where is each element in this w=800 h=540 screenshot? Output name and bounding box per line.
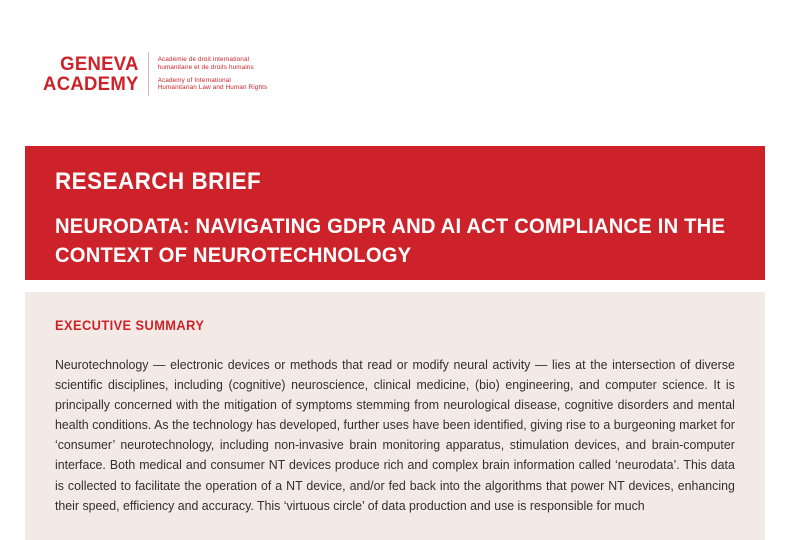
document-title: NEURODATA: NAVIGATING GDPR AND AI ACT COMPLIANCE IN THE CONTEXT OF NEUROTECHNOLOGY	[55, 214, 726, 267]
executive-summary-body: Neurotechnology — electronic devices or methods that read or modify neural activity — lies at the intersection of diverse scientific disciplines, including (cognitive) neuroscience, clinical medicine, (bio) engineering, and computer science. It is principally concerned with the mitigation of symptoms stemming from neurological disease, cognitive disorders and mental health conditions. As the technology has developed, further uses have been identified, giving rise to a burgeoning market for ‘consumer’ neurotechnology, including non-invasive brain monitoring apparatus, stimulation devices, and brain-computer interface. Both medical and consumer NT devices produce rich and complex brain information called ‘neurodata’. This data is collected to facilitate the operation of a NT device, and/or fed back into the algorithms that power NT devices, enhancing their speed, efficiency and accuracy. This ‘virtuous circle’ of data production and use is responsible for much	[55, 358, 735, 513]
executive-summary-heading: EXECUTIVE SUMMARY	[55, 318, 205, 333]
logo-subtitle	[158, 56, 268, 92]
logo-word-geneva: GENEVA	[60, 52, 139, 75]
logo-subtitle-english	[158, 77, 268, 92]
logo-subtitle-french-line2: humanitaire et de droits humains	[157, 63, 254, 71]
executive-summary-panel	[25, 292, 765, 540]
geneva-academy-logo	[38, 52, 267, 96]
logo-divider	[148, 52, 149, 96]
logo-wordmark	[38, 54, 148, 95]
logo-subtitle-french-line1: Académie de droit international	[157, 56, 250, 64]
logo-word-academy: ACADEMY	[43, 73, 139, 95]
title-banner	[25, 146, 765, 280]
logo-subtitle-english-line1: Academy of International	[157, 77, 231, 84]
banner-kicker: RESEARCH BRIEF	[55, 168, 262, 195]
logo-subtitle-english-line2: Humanitarian Law and Human Rights	[157, 84, 268, 92]
logo-subtitle-french	[158, 56, 268, 71]
